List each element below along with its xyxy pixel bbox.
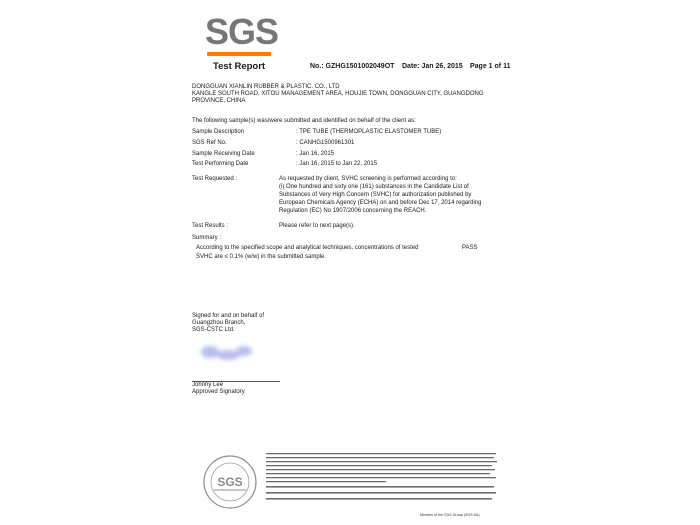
field-value: : Jan 16, 2015 to Jan 22, 2015 bbox=[296, 161, 378, 167]
client-address-line2: PROVINCE, CHINA bbox=[192, 98, 246, 104]
footer-fine-print bbox=[266, 452, 498, 504]
summary-result: PASS bbox=[462, 245, 478, 251]
intro-text: The following sample(s) was/were submitted and identified on behalf of the client as: bbox=[192, 118, 416, 124]
test-results-value: Please refer to next page(s). bbox=[279, 223, 355, 229]
signatory-role: Approved Signatory bbox=[192, 389, 245, 395]
page-number: Page 1 of 11 bbox=[470, 63, 511, 70]
test-requested-line: European Chemicals Agency (ECHA) on and before Dec 17, 2014 regarding bbox=[279, 200, 482, 206]
report-title: Test Report bbox=[213, 61, 266, 72]
sgs-group-member-note: Member of the SGS Group (SGS SA) bbox=[420, 513, 480, 517]
field-label: Test Performing Date bbox=[192, 161, 249, 167]
svg-text:SGS: SGS bbox=[217, 475, 243, 489]
test-requested-line: Regulation (EC) No 1907/2006 concerning the REACH. bbox=[279, 208, 427, 214]
signoff-line: Guangzhou Branch, bbox=[192, 320, 246, 326]
test-requested-label: Test Requested : bbox=[192, 176, 238, 182]
summary-line: According to the specified scope and analytical techniques, concentrations of tested bbox=[196, 245, 419, 251]
sgs-testing-services-stamp bbox=[196, 453, 264, 511]
signature-image bbox=[196, 340, 258, 366]
client-name: DONGGUAN XIANLIN RUBBER & PLASTIC. CO., LTD bbox=[192, 84, 340, 90]
report-date: Date: Jan 26, 2015 bbox=[402, 63, 463, 70]
test-requested-line: (i) One hundred and sixty one (161) substances in the Candidate List of bbox=[279, 184, 469, 190]
field-label: SGS Ref No. bbox=[192, 140, 227, 146]
test-requested-line: Substances of Very High Concern (SVHC) for authorization published by bbox=[279, 192, 472, 198]
logo-underline bbox=[207, 52, 271, 56]
field-value: : TPE TUBE (THERMOPLASTIC ELASTOMER TUBE) bbox=[296, 129, 442, 135]
summary-label: Summary : bbox=[192, 235, 222, 241]
sgs-logo bbox=[205, 11, 279, 54]
signoff-line: Signed for and on behalf of bbox=[192, 313, 265, 319]
field-label: Sample Receiving Date bbox=[192, 151, 255, 157]
field-value: : CANHG1500961301 bbox=[296, 140, 355, 146]
signoff-line: SGS-CSTC Ltd. bbox=[192, 327, 235, 333]
signatory-name: Johnny Lee bbox=[192, 382, 224, 388]
sgs-logo-text: SGS bbox=[205, 11, 279, 52]
report-number: No.: GZHG1501002049OT bbox=[310, 63, 395, 70]
summary-line: SVHC are ≤ 0.1% (w/w) in the submitted sample. bbox=[196, 254, 327, 260]
test-results-label: Test Results : bbox=[192, 223, 229, 229]
client-address-line1: KANGLE SOUTH ROAD, XITOU MANAGEMENT AREA, HOUJIE TOWN, DONGGUAN CITY, GUANGDONG bbox=[192, 91, 484, 97]
field-label: Sample Description bbox=[192, 129, 245, 135]
test-requested-line: As requested by client, SVHC screening is performed according to: bbox=[279, 176, 457, 182]
field-value: : Jan 16, 2015 bbox=[296, 151, 335, 157]
